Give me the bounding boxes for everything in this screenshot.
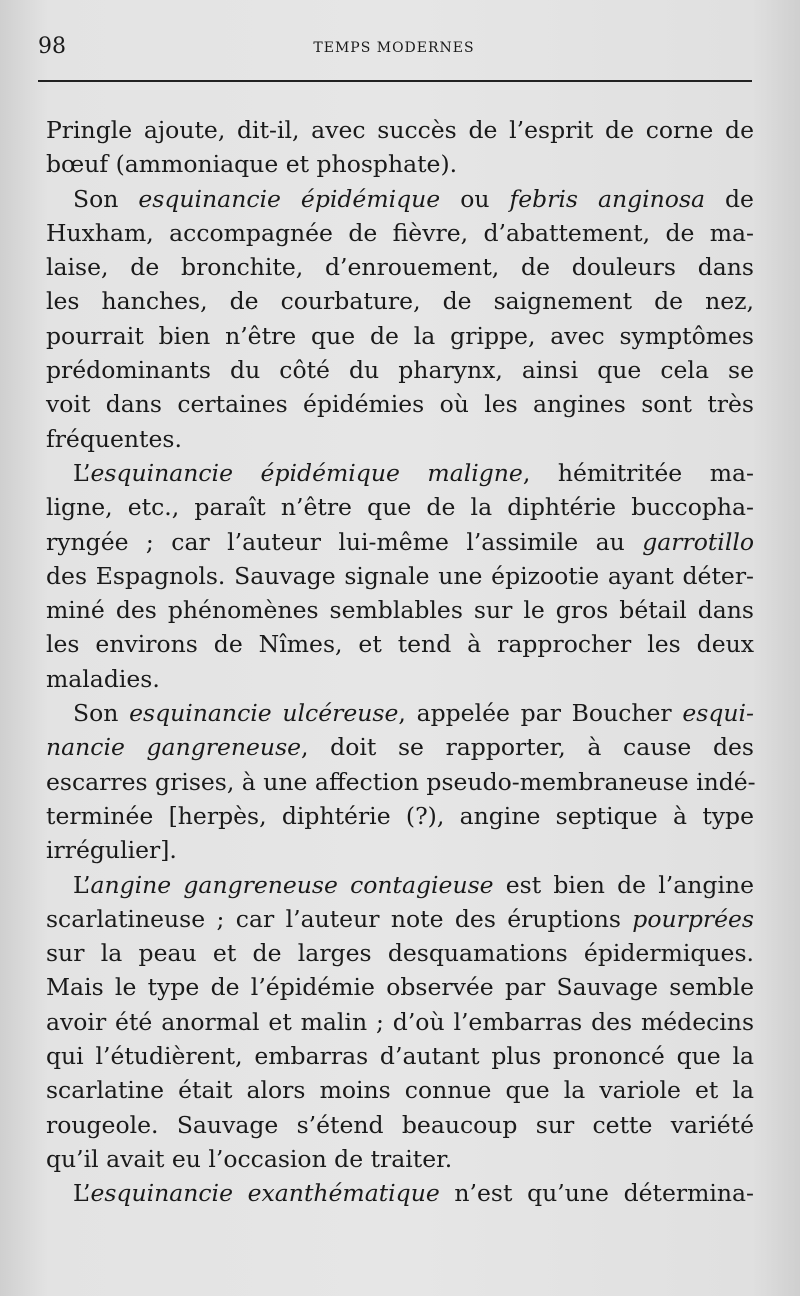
text-line — [46, 765, 754, 799]
italic-text: esquinancie épidémique maligne — [90, 458, 523, 487]
text-line — [46, 833, 754, 867]
text-segment: est bien de l’angine — [493, 870, 755, 899]
text-segment: scarlatineuse ; car l’auteur note des éruptions — [46, 904, 633, 933]
text-line — [46, 902, 754, 936]
italic-text: pourprées — [632, 904, 754, 933]
text-line — [46, 525, 754, 559]
text-segment: , hémitritée ma- — [522, 458, 754, 487]
text-line — [46, 147, 754, 181]
text-segment: irrégulier]. — [46, 836, 177, 865]
text-segment: voit dans certaines épidémies où les angines sont très — [46, 390, 754, 419]
text-line — [46, 319, 754, 353]
text-segment: , doit se rapporter, à cause des — [301, 733, 754, 762]
text-segment: scarlatine était alors moins connue que la variole et la — [46, 1076, 754, 1105]
italic-text: esquinancie ulcéreuse — [129, 699, 399, 728]
text-segment: fréquentes. — [46, 424, 182, 453]
text-line — [46, 1039, 754, 1073]
text-line — [46, 422, 754, 456]
text-segment: escarres grises, à une affection pseudo-membraneuse indé- — [46, 767, 756, 796]
text-line — [46, 799, 754, 833]
text-segment: prédominants du côté du pharynx, ainsi que cela se — [46, 356, 754, 385]
text-line — [46, 1005, 754, 1039]
page-number: 98 — [38, 34, 66, 59]
italic-text: esqui- — [682, 699, 754, 728]
text-line — [46, 593, 754, 627]
italic-text: angine gangreneuse contagieuse — [90, 870, 494, 899]
text-line — [46, 182, 754, 216]
text-line — [46, 970, 754, 1004]
text-segment: bœuf (ammoniaque et phosphate). — [46, 150, 458, 179]
text-line — [46, 284, 754, 318]
text-line — [46, 627, 754, 661]
text-line — [46, 456, 754, 490]
text-segment: miné des phénomènes semblables sur le gros bétail dans — [46, 596, 754, 625]
text-segment: qu’il avait eu l’occasion de traiter. — [46, 1144, 453, 1173]
running-title: TEMPS MODERNES — [313, 40, 475, 56]
text-line — [46, 113, 754, 147]
text-segment: maladies. — [46, 664, 160, 693]
text-line — [46, 490, 754, 524]
italic-text: esquinancie exanthématique — [90, 1179, 440, 1208]
text-segment: les hanches, de courbature, de saignement de nez, — [46, 287, 754, 316]
text-segment: avoir été anormal et malin ; d’où l’embarras des médecins — [46, 1007, 754, 1036]
text-segment: les environs de Nîmes, et tend à rapprocher les deux — [46, 630, 754, 659]
text-segment: Pringle ajoute, dit-il, avec succès de l’esprit de corne de — [46, 116, 754, 144]
text-segment: rougeole. Sauvage s’étend beaucoup sur cette variété — [46, 1110, 754, 1139]
text-line — [46, 353, 754, 387]
text-line — [46, 696, 754, 730]
text-segment: L’ — [73, 458, 91, 487]
text-line — [46, 1073, 754, 1107]
text-segment: Son — [73, 699, 130, 728]
italic-text: febris anginosa — [509, 184, 706, 213]
text-segment: Mais le type de l’épidémie observée par Sauvage semble — [46, 973, 754, 1002]
text-segment: ou — [440, 184, 510, 213]
text-segment: terminée [herpès, diphtérie (?), angine septique à type — [46, 801, 754, 830]
text-line — [46, 250, 754, 284]
text-segment: sur la peau et de larges desquamations épidermiques. — [46, 939, 754, 968]
text-line — [46, 387, 754, 421]
text-segment: pourrait bien n’être que de la grippe, avec symptômes — [46, 321, 754, 350]
text-segment: Huxham, accompagnée de fièvre, d’abattement, de ma- — [46, 218, 754, 247]
text-segment: n’est qu’une détermina- — [439, 1179, 754, 1208]
text-segment: , appelée par Boucher — [398, 699, 683, 728]
text-segment: ryngée ; car l’auteur lui-même l’assimile au — [46, 527, 643, 556]
text-line — [46, 662, 754, 696]
text-line — [46, 730, 754, 764]
text-segment: des Espagnols. Sauvage signale une épizootie ayant déter- — [46, 561, 754, 590]
text-line — [46, 936, 754, 970]
text-line — [46, 1176, 754, 1210]
text-segment: L’ — [73, 1179, 91, 1208]
italic-text: garrotillo — [642, 527, 754, 556]
text-segment: Son — [73, 184, 139, 213]
text-line — [46, 1108, 754, 1142]
text-segment: ligne, etc., paraît n’être que de la diphtérie buccopha- — [46, 493, 754, 522]
text-segment: qui l’étudièrent, embarras d’autant plus prononcé que la — [46, 1042, 754, 1071]
italic-text: nancie gangreneuse — [46, 733, 302, 762]
text-line — [46, 1142, 754, 1176]
body-text — [46, 113, 754, 1211]
text-segment: L’ — [73, 870, 91, 899]
text-line — [46, 216, 754, 250]
text-line — [46, 868, 754, 902]
italic-text: esquinancie épidémique — [138, 184, 441, 213]
page-header — [38, 34, 750, 64]
text-line — [46, 559, 754, 593]
text-segment: laise, de bronchite, d’enrouement, de douleurs dans — [46, 253, 754, 282]
text-segment: de — [705, 184, 754, 213]
header-rule — [38, 80, 752, 82]
